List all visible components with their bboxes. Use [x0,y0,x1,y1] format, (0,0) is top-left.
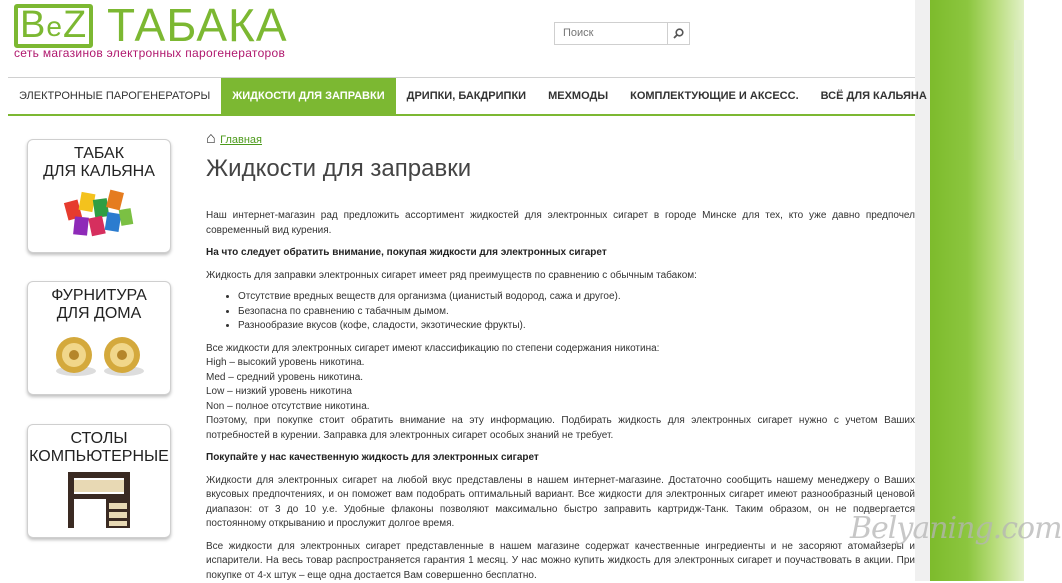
logo-e: e [46,11,63,42]
nav-item-hookah[interactable]: ВСЁ ДЛЯ КАЛЬЯНА [810,78,938,114]
quality-text: Все жидкости для электронных сигарет представленные в нашем магазине содержат качественные ингредиенты и не засоряют атомайзеры и испарители. На весь товар распространяется гарантия 1 месяц. У нас можно купить жидкость для электронных сигарет и поучаствовать в акции. При покупке от 4-х штук – еще одна достается Вам совершенно бесплатно. [206,540,915,583]
classification-intro: Все жидкости для электронных сигарет имеют классификацию по степени содержания никотина: [206,342,915,357]
level-med: Med – средний уровень никотина. [206,371,915,386]
logo-wordmark [14,2,288,48]
main-content [206,130,915,583]
nav-item-vaporizers[interactable]: ЭЛЕКТРОННЫЕ ПАРОГЕНЕРАТОРЫ [8,78,221,114]
logo-mark [14,4,93,48]
advice-text: Поэтому, при покупке стоит обратить внимание на эту информацию. Подбирать жидкость для электронных сигарет нужно с учетом Ваших потребностей в курении. Заправка для электронных сигарет особых знаний не требует. [206,414,915,443]
banner-title: ФУРНИТУРА ДЛЯ ДОМА [28,287,170,323]
scrollbar[interactable] [1014,40,1022,160]
logo-text: ТАБАКА [107,0,288,51]
search-icon [673,28,684,39]
door-knobs-image [39,325,159,385]
banner-title: СТОЛЫ КОМПЬЮТЕРНЫЕ [28,430,170,466]
site-logo[interactable] [14,2,288,60]
search-input[interactable] [555,24,668,43]
heading-attention: На что следует обратить внимание, покупая жидкости для электронных сигарет [206,246,915,261]
banner-title: ТАБАК ДЛЯ КАЛЬЯНА [28,145,170,181]
main-nav [8,77,915,116]
buy-text: Жидкости для электронных сигарет на любой вкус представлены в нашем интернет-магазине. Достаточно сообщить нашему менеджеру о Ваших вкусовых предпочтениях, и он поможет вам подобрать оптимальный вариант. Все жидкости для электронных сигарет имеют разнообразный ценовой диапазон: от 3 до 10 у.е. Удобные флаконы позволяют максимально быстро заправить картридж-Танк. Таким образом, он не подвергается постоянному открыванию и прослужит долгое время. [206,474,915,532]
nav-item-liquids[interactable]: ЖИДКОСТИ ДЛЯ ЗАПРАВКИ [221,78,395,114]
list-item: • Разнообразие вкусов (кофе, сладости, экзотические фрукты). [238,319,915,334]
banner-hookah-tobacco[interactable] [27,139,171,253]
level-high: High – высокий уровень никотина. [206,356,915,371]
advantages-list [206,290,915,334]
page-title: Жидкости для заправки [206,154,915,184]
logo-z: Z [63,4,87,46]
search-box [554,22,690,45]
watermark: Belyaning.com [850,511,1062,546]
right-decor-strip [930,0,1024,581]
tobacco-packs-image [54,183,144,243]
list-item: • Безопасна по сравнению с табачным дымом. [238,305,915,320]
search-button[interactable] [667,23,689,44]
breadcrumb-home-link[interactable]: Главная [220,134,262,146]
computer-desk-image [54,468,144,534]
logo-tagline: сеть магазинов электронных парогенераторов [14,46,288,60]
breadcrumb [206,130,915,148]
banner-computer-desks[interactable] [27,424,171,538]
heading-buy: Покупайте у нас качественную жидкость для электронных сигарет [206,451,915,466]
advantages-intro: Жидкость для заправки электронных сигарет имеет ряд преимуществ по сравнению с обычным табаком: [206,269,915,284]
article-intro: Наш интернет-магазин рад предложить ассортимент жидкостей для электронных сигарет в городе Минске для тех, кто уже давно предпочел современный вид курения. [206,209,915,238]
list-item: • Отсутствие вредных веществ для организма (цианистый водород, сажа и другое). [238,290,915,305]
nav-item-accessories[interactable]: КОМПЛЕКТУЮЩИЕ И АКСЕСС. [619,78,810,114]
logo-b: B [20,4,46,46]
level-non: Non – полное отсутствие никотина. [206,400,915,415]
home-icon[interactable]: ⌂ [206,130,216,147]
nav-item-mechmods[interactable]: МЕХМОДЫ [537,78,619,114]
banner-home-hardware[interactable] [27,281,171,395]
level-low: Low – низкий уровень никотина [206,385,915,400]
nav-item-drips[interactable]: ДРИПКИ, БАКДРИПКИ [396,78,537,114]
